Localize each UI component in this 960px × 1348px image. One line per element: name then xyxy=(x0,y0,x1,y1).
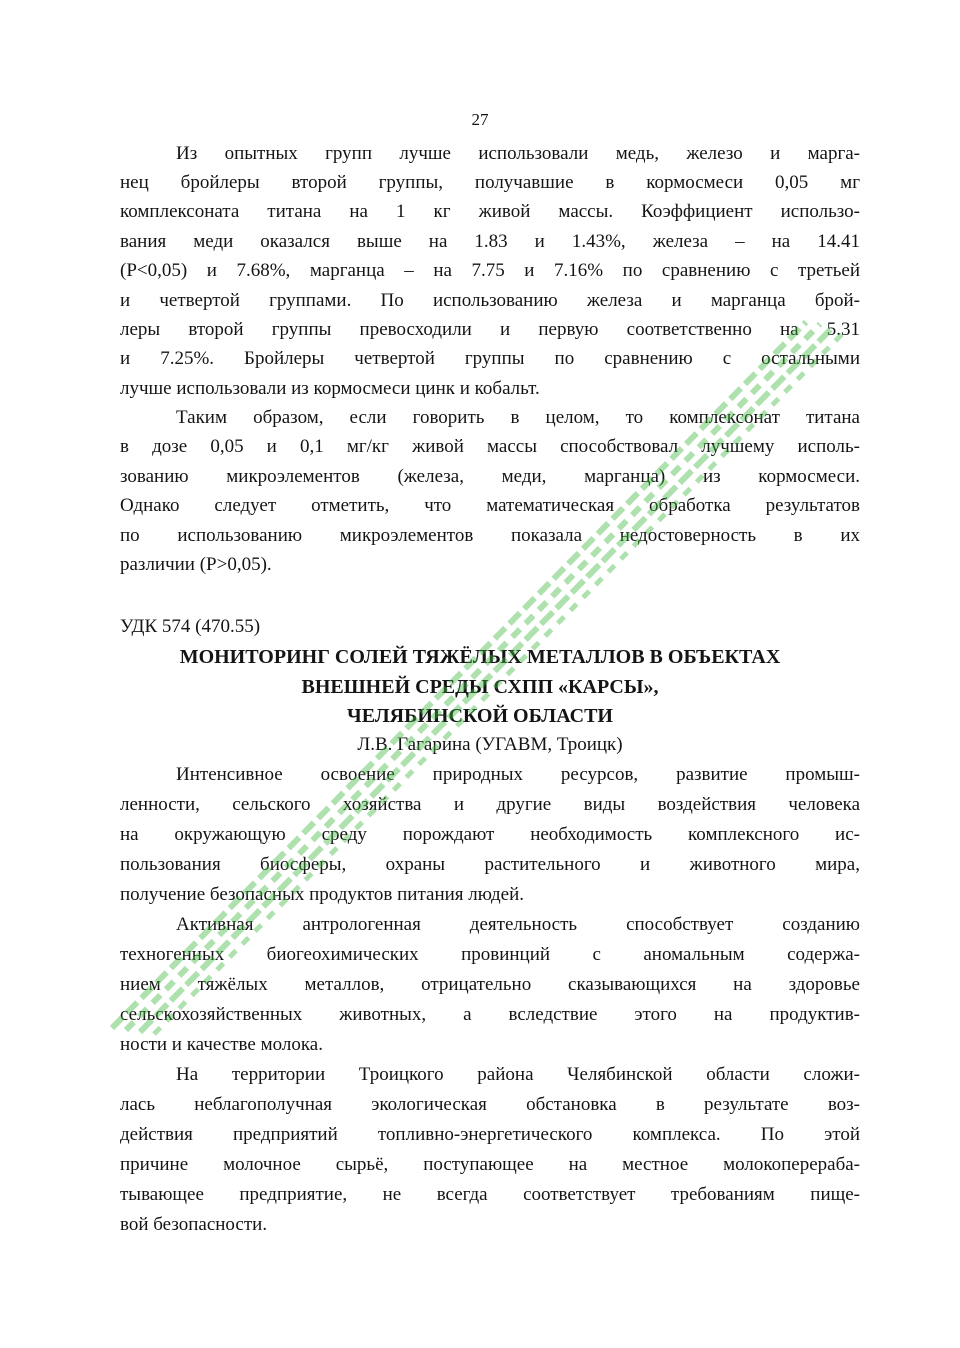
para2-line: по использованию микроэлементов показала недостоверность в их xyxy=(120,525,860,546)
para5-line: лась неблагополучная экологическая обстановка в результате воз- xyxy=(120,1094,860,1115)
para4-line: Активная антрологенная деятельность способствует созданию xyxy=(176,914,860,935)
udc-code: УДК 574 (470.55) xyxy=(120,616,261,637)
para3-line: ленности, сельского хозяйства и другие виды воздействия человека xyxy=(120,794,860,815)
para5-line: действия предприятий топливно-энергетического комплекса. По этой xyxy=(120,1124,860,1145)
para2-line: Однако следует отметить, что математическая обработка результатов xyxy=(120,495,860,516)
article-title-line: ВНЕШНЕЙ СРЕДЫ СХПП «КАРСЫ», xyxy=(301,676,659,698)
para2-line: в дозе 0,05 и 0,1 мг/кг живой массы способствовал лучшему исполь- xyxy=(120,436,860,457)
author-line: Л.В. Гагарина (УГАВМ, Троицк) xyxy=(357,734,623,755)
para2-line: Таким образом, если говорить в целом, то комплексонат титана xyxy=(176,407,860,428)
para2-line: зованию микроэлементов (железа, меди, марганца) из кормосмеси. xyxy=(120,466,860,487)
para1-line: и 7.25%. Бройлеры четвертой группы по сравнению с остальными xyxy=(120,348,860,369)
para1-line: и четвертой группами. По использованию железа и марганца брой- xyxy=(120,290,860,311)
para1-line: (Р<0,05) и 7.68%, марганца – на 7.75 и 7.16% по сравнению с третьей xyxy=(120,260,860,281)
para1-line: нец бройлеры второй группы, получавшие в кормосмеси 0,05 мг xyxy=(120,172,860,193)
para1-line: леры второй группы превосходили и первую соответственно на 5.31 xyxy=(120,319,860,340)
article-title-line: ЧЕЛЯБИНСКОЙ ОБЛАСТИ xyxy=(347,705,613,727)
para5-line: вой безопасности. xyxy=(120,1214,268,1235)
page-number: 27 xyxy=(471,110,489,129)
para4-line: нием тяжёлых металлов, отрицательно сказывающихся на здоровье xyxy=(120,974,860,995)
para3-line: получение безопасных продуктов питания людей. xyxy=(120,884,525,905)
para1-line: вания меди оказался выше на 1.83 и 1.43%, железа – на 14.41 xyxy=(120,231,860,252)
para5-line: причине молочное сырьё, поступающее на местное молокоперераба- xyxy=(120,1154,860,1175)
para1-line: комплексоната титана на 1 кг живой массы. Коэффициент использо- xyxy=(120,201,860,222)
para2-line: различии (Р>0,05). xyxy=(120,554,272,575)
para4-line: ности и качестве молока. xyxy=(120,1034,323,1055)
para3-line: на окружающую среду порождают необходимость комплексного ис- xyxy=(120,824,860,845)
para4-line: сельскохозяйственных животных, а вследствие этого на продуктив- xyxy=(120,1004,860,1025)
para4-line: техногенных биогеохимических провинций с аномальным содержа- xyxy=(120,944,860,965)
para5-line: тывающее предприятие, не всегда соответствует требованиям пище- xyxy=(120,1184,860,1205)
article-title-line: МОНИТОРИНГ СОЛЕЙ ТЯЖЁЛЫХ МЕТАЛЛОВ В ОБЪЕКТАХ xyxy=(179,646,781,668)
para3-line: пользования биосферы, охраны растительного и животного мира, xyxy=(120,854,860,875)
para1-line: лучше использовали из кормосмеси цинк и кобальт. xyxy=(120,378,540,399)
para1-line: Из опытных групп лучше использовали медь, железо и марга- xyxy=(176,143,860,164)
para5-line: На территории Троицкого района Челябинской области сложи- xyxy=(176,1064,860,1085)
para3-line: Интенсивное освоение природных ресурсов, развитие промыш- xyxy=(176,764,860,785)
